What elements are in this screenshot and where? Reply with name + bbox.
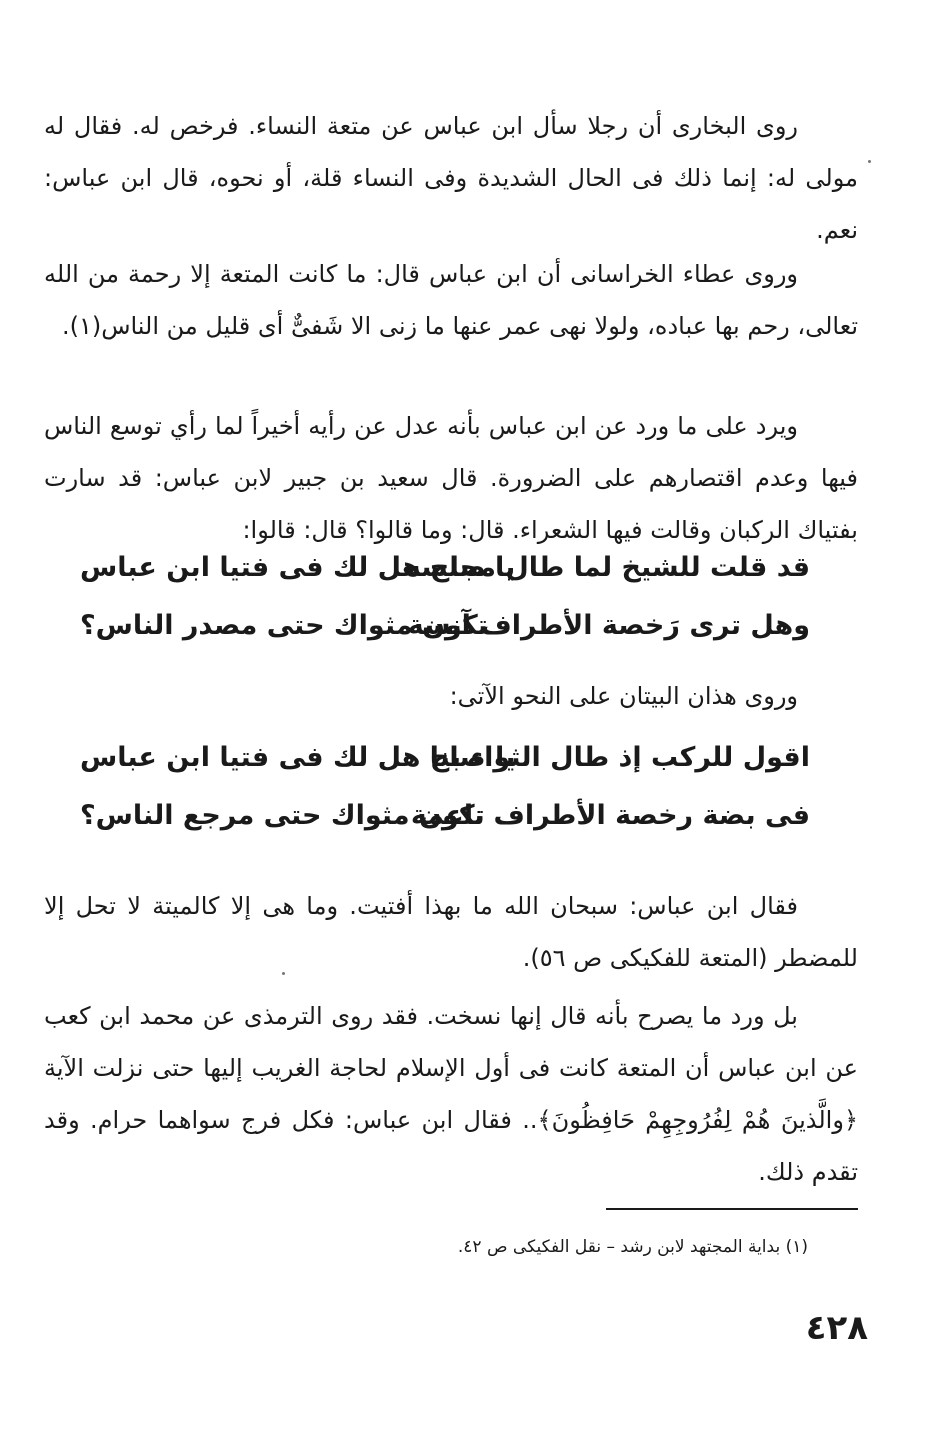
verse-first-hemistich: فى بضة رخصة الأطراف ناعمة: [410, 800, 810, 831]
paragraph-ata-narration: وروى عطاء الخراسانى أن ابن عباس قال: ما كانت المتعة إلا رحمة من الله تعالى، رحم بها عباده، ولولا نهى عمر عنها ما زنى الا شَفىٌّ أى قليل من الناس(١).: [44, 260, 858, 340]
verse-second-hemistich: يا صاح هل لك فى فتيا ابن عباس: [80, 552, 516, 583]
paragraph-ibn-abbas-reply: فقال ابن عباس: سبحان الله ما بهذا أفتيت. وما هى إلا كالميتة لا تحل إلا للمضطر (المتعة للفكيكى ص ٥٦).: [44, 892, 858, 972]
paragraph-verse-variant-intro: وروى هذان البيتان على النحو الآتى:: [449, 682, 798, 710]
verse-first-hemistich: وهل ترى رَخصة الأطراف آنسة: [407, 610, 810, 641]
paragraph-abrogation-narration: بل ورد ما يصرح بأنه قال إنها نسخت. فقد روى الترمذى عن محمد ابن كعب عن ابن عباس أن المتعة كانت فى أول الإسلام لحاجة الغريب إليها حتى نزلت الآية ﴿والَّذينَ هُمْ لِفُرُوجِهِمْ حَافِظُونَ﴾.. فقال ابن عباس: فكل فرج سواهما حرام. وقد تقدم ذلك.: [44, 1002, 858, 1186]
verse-first-hemistich: اقول للركب إذ طال الثواء بنا: [429, 742, 810, 773]
verse-second-hemistich: تكون مثواك حتى مصدر الناس؟: [80, 610, 488, 641]
footnote-separator: [606, 1208, 858, 1210]
print-speck: [282, 972, 285, 975]
verse-line: [80, 791, 810, 841]
verse-line: [80, 543, 810, 593]
page-number: ٤٢٨: [805, 1308, 868, 1348]
paragraph-bukhari-narration: روى البخارى أن رجلا سأل ابن عباس عن متعة النساء. فرخص له. فقال له مولى له: إنما ذلك فى الحال الشديدة وفى النساء قلة، أو نحوه، قال ابن عباس: نعم.: [44, 112, 858, 244]
print-speck: [868, 160, 871, 163]
verse-second-hemistich: تكون مثواك حتى مرجع الناس؟: [80, 800, 485, 831]
verse-first-hemistich: قد قلت للشيخ لما طال مجلسه: [404, 552, 810, 583]
paragraph-ibn-jubayr-narration: ويرد على ما ورد عن ابن عباس بأنه عدل عن رأيه أخيراً لما رأي توسع الناس فيها وعدم اقتصارهم على الضرورة. قال سعيد بن جبير لابن عباس: قد سارت بفتياك الركبان وقالت فيها الشعراء. قال: وما قالوا؟ قال: قالوا:: [44, 412, 858, 544]
verse-second-hemistich: يا صاح هل لك فى فتيا ابن عباس: [80, 742, 516, 773]
verse-line: [80, 733, 810, 783]
footnote: (١) بداية المجتهد لابن رشد – نقل الفكيكى ص ٤٢.: [457, 1237, 808, 1257]
verse-line: [80, 601, 810, 651]
